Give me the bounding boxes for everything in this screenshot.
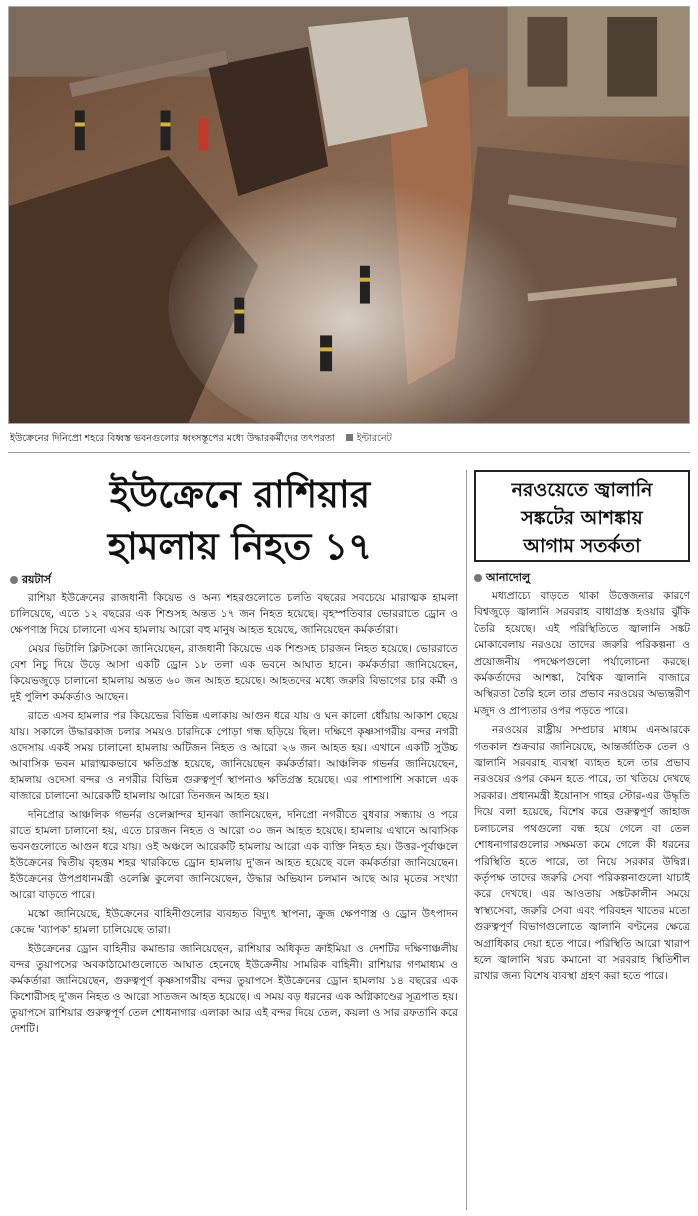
paragraph: রাশিয়া ইউক্রেনের রাজধানী কিয়েভ ও অন্য শহরগুলোতে চলতি বছরের সবচেয়ে মারাত্মক হামলা চালিয়েছে, এতে ১২ বছরের এক শিশুসহ অন্তত ১৭ জন নিহত হয়েছে। বৃহস্পতিবার ভোররাতে ড্রোন ও ক্ষেপণাস্ত্র দিয়ে চালানো এসব হামলায় আরো বহু মানুষ আহত হয়েছে, জানিয়েছেন কর্মকর্তারা।	[10, 592, 458, 636]
bullet-icon	[474, 574, 482, 582]
bullet-icon	[10, 576, 18, 584]
headline-line: ইউক্রেনে রাশিয়ার	[109, 472, 371, 516]
headline-line: হামলায় নিহত ১৭	[107, 524, 373, 568]
paragraph: মধ্যপ্রাচ্যে বাড়তে থাকা উত্তেজনার কারণে বিশ্বজুড়ে জ্বালানি সরবরাহ বাধাগ্রস্ত হওয়ার ঝুঁকি তৈরি হয়েছে। এই পরিস্থিতিতে জ্বালানি সঙ্কট মোকাবেলায় নরওয়ে তাদের জরুরি পরিকল্পনা ও প্রয়োজনীয় পদক্ষেপগুলো পর্যালোচনা করছে। কর্মকর্তাদের আশঙ্কা, বৈশ্বিক জ্বালানি বাজারে অস্থিরতা তৈরি হলে তার প্রভাব নরওয়ের অভ্যন্তরীণ মজুদ ও প্রাপ্যতার ওপর পড়তে পারে।	[474, 590, 690, 717]
paragraph: রাতে এসব হামলার পর কিয়েভের বিভিন্ন এলাকায় আগুন ধরে যায় ও ঘন কালো ধোঁয়ায় আকাশ ছেয়ে যায়। সকালে উদ্ধারকাজ চলার সময়ও চারদিকে পোড়া গন্ধ ছড়িয়ে ছিল। দক্ষিণে কৃষ্ণসাগরীয় বন্দর নগরী ওদেসায় একই সময় চালানো হামলায় অটিজন নিহত ও আরো ২৬ জন আহত হয়। এখানে একটি সুউচ্চ আবাসিক ভবন মারাত্মকভাবে ক্ষতিগ্রস্ত হয়েছে, জানিয়েছেন কর্মকর্তারা। আঞ্চলিক গভর্নর জানিয়েছেন, হামলায় ওদেসা বন্দর ও নগরীর বিভিন্ন গুরুত্বপূর্ণ স্থাপনাও ক্ষতিগ্রস্ত হয়েছে। এর পাশাপাশি সকালে এক বাজারে চালানো আরেকটি হামলায় আরো তিনজন আহত হয়।	[10, 710, 458, 802]
paragraph: মেয়র ভিটালি ক্লিটসকো জানিয়েছেন, রাজধানী কিয়েভে এক শিশুসহ চারজন নিহত হয়েছে। ভোররাতে বেশ নিচু দিয়ে উড়ে আসা একটি ড্রোন ১৮ তলা এক ভবনে আঘাত হানে। কর্মকর্তারা জানিয়েছেন, কিয়েভজুড়ে চালানো হামলায় অন্তত ৬০ জন আহত হয়েছে। আহতদের মধ্যে জরুরি বিভাগের চার কর্মী ও দুই পুলিশ কর্মকর্তাও আছেন।	[10, 643, 458, 703]
right-article-body	[474, 570, 690, 1212]
square-bullet-icon	[346, 434, 353, 441]
paragraph: নরওয়ের রাষ্ট্রীয় সম্প্রচার মাধ্যম এনআরকে গতকাল শুক্রবার জানিয়েছে, আন্তর্জাতিক তেল ও জ্বালানি সরবরাহ ব্যবস্থা ব্যাহত হলে তার প্রভাব নরওয়ের ওপর কেমন হতে পারে, তা খতিয়ে দেখছে সরকার। প্রধানমন্ত্রী ইয়োনাস গাহর স্টোর-এর উদ্ধৃতি দিয়ে বলা হয়েছে, বিশেষ করে গুরুত্বপূর্ণ জাহাজ চলাচলের পথগুলো বন্ধ হয়ে গেলে বা তেল শোধনাগারগুলোর সক্ষমতা কমে গেলে কী ধরনের পরিস্থিতি হতে পারে, তা নিয়ে সরকার উদ্বিগ্ন। কর্তৃপক্ষ তাদের জরুরি সেবা পরিকল্পনাগুলো যাচাই করে দেখছে। এর আওতায় সঙ্কটকালীন সময়ে স্বাস্থ্যসেবা, জরুরি সেবা এবং পরিবহন খাতের মতো গুরুত্বপূর্ণ বিভাগগুলোতে জ্বালানি বণ্টনের ক্ষেত্রে অগ্রাধিকার দেয়া হতে পারে। পরিস্থিতি আরো খারাপ হলে জ্বালানি খরচ কমানো বা সরবরাহ স্থিতিশীল রাখার জন্য বিশেষ ব্যবস্থা গ্রহণ করা হতে পারে।	[474, 724, 690, 983]
photo-caption	[10, 430, 690, 448]
headline-line: সঙ্কটের আশঙ্কায়	[521, 507, 643, 529]
left-headline	[30, 468, 450, 572]
left-article-body	[10, 572, 458, 1212]
news-photo	[8, 6, 690, 424]
paragraph: দনিপ্রোর আঞ্চলিক গভর্নর ওলেক্সান্দর হানঝা জানিয়েছেন, দনিপ্রো নগরীতে বুধবার সন্ধ্যায় ও পরে রাতে হামলা চালানো হয়, এতে চারজন নিহত ও আরো ৩০ জন আহত হয়েছে। হামলায় এখানে আবাসিক ভবনগুলোতে আগুন ধরে যায়। ওই অঞ্চলে আরেকটি হামলায় আরো এক ব্যক্তি নিহত হয়। উত্তর-পূর্বাঞ্চলে ইউক্রেনের দ্বিতীয় বৃহত্তম শহর খারকিভে ড্রোন হামলায় দু'জন আহত হয়েছে বলে কর্মকর্তারা জানিয়েছেন। ইউক্রেনের উপপ্রধানমন্ত্রী ওলেক্সি কুলেবা জানিয়েছেন, উদ্ধার অভিযান চলমান আছে আর মৃতের সংখ্যা আরো বাড়তে পারে।	[10, 809, 458, 901]
headline-line: আগাম সতর্কতা	[523, 535, 641, 557]
paragraph: ইউক্রেনের ড্রোন বাহিনীর কমান্ডার জানিয়েছেন, রাশিয়ার অধিকৃত ক্রাইমিয়া ও দেশটির দক্ষিণাঞ্চলীয় বন্দর তুয়াপসের অবকাঠামোগুলোতে আঘাত হেনেছে ইউক্রেনীয় সামরিক বাহিনী। রাশিয়ার গণমাধ্যম ও কর্মকর্তারা জানিয়েছেন, গুরুত্বপূর্ণ কৃষ্ণসাগরীয় বন্দর তুয়াপসে ইউক্রেনের ড্রোন হামলায় ১৪ বছরের এক কিশোরীসহ দু'জন নিহত ও আরো সাতজন আহত হয়েছে। এ সময় বড় ধরনের এক অগ্নিকাণ্ডের সূত্রপাত হয়। তুয়াপসে রাশিয়ার গুরুত্বপূর্ণ তেল শোধনাগার এলাকা আর এই বন্দর দিয়ে তেল, কয়লা ও সার রফতানি করে দেশটি।	[10, 943, 458, 1035]
byline	[474, 570, 690, 586]
photo-source: ইন্টারনেট	[356, 433, 392, 444]
right-headline	[474, 470, 690, 562]
paragraph: মস্কো জানিয়েছে, ইউক্রেনের বাহিনীগুলোর ব্যবহৃত বিদ্যুৎ স্থাপনা, ক্রুজ ক্ষেপণাস্ত্র ও ড্রোন উৎপাদন কেন্দ্রে 'ব্যাপক' হামলা চালিয়েছে তারা।	[10, 908, 458, 936]
divider	[8, 452, 690, 453]
byline-text: আনাদোলু	[486, 571, 531, 584]
headline-line: নরওয়েতে জ্বালানি	[511, 479, 653, 501]
column-divider	[466, 470, 467, 1210]
photo-rubble-rescue-icon	[9, 7, 689, 423]
byline-text: রয়টার্স	[22, 573, 51, 586]
caption-text: ইউক্রেনের দিনিপ্রো শহরে বিধ্বস্ত ভবনগুলোর ধ্বংসস্তূপের মধ্যে উদ্ধারকর্মীদের তৎপরতা	[10, 433, 335, 444]
byline	[10, 572, 458, 588]
